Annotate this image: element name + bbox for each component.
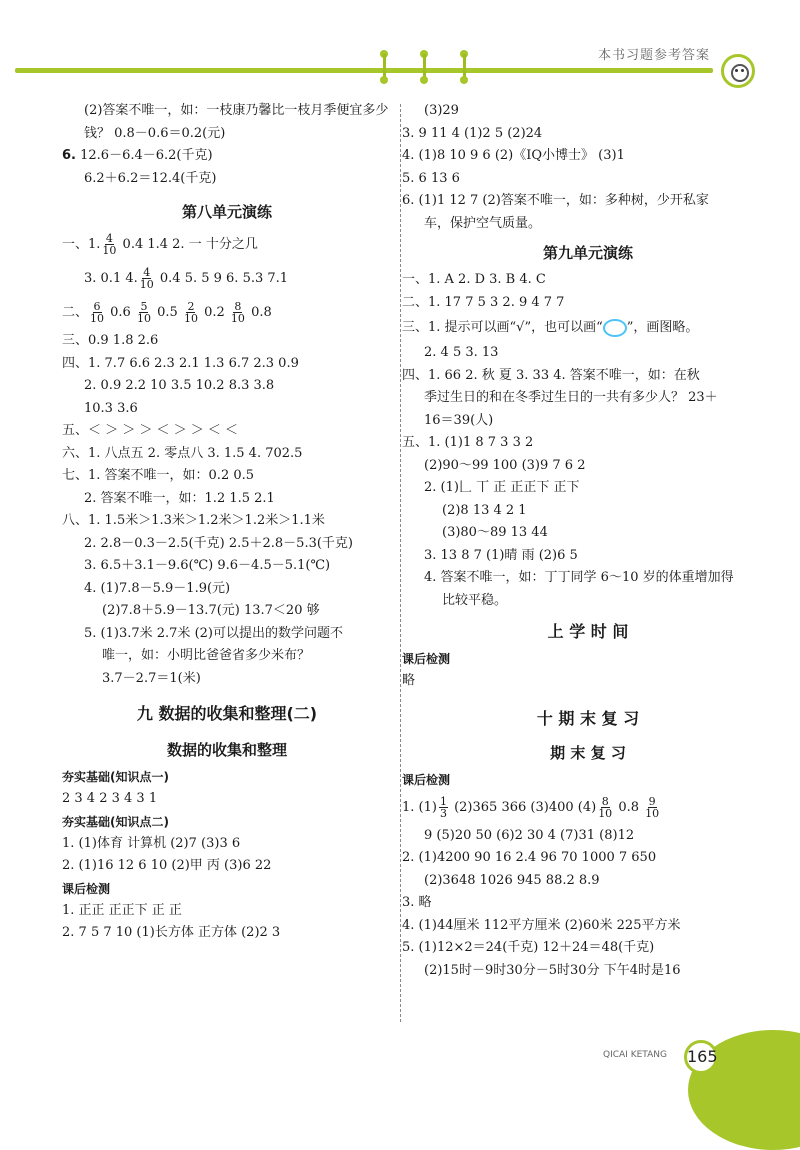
answer-line: 车，保护空气质量。	[424, 215, 542, 231]
answer-line: 季过生日的和在冬季过生日的一共有多少人？ 23＋	[424, 390, 718, 405]
answer-line: (2)15时－9时30分－5时30分 下午4时是16	[424, 962, 681, 978]
answer-line: 四、1. 7.7 6.6 2.3 2.1 1.3 6.7 2.3 0.9	[62, 355, 299, 371]
footer-brand: QICAI KETANG	[603, 1050, 667, 1060]
right-column	[402, 100, 774, 982]
section-title: 第八单元演练	[181, 203, 272, 221]
answer-line: 5. 6 13 6	[402, 170, 460, 186]
answer-line: 二、1. 17 7 5 3 2. 9 4 7 7	[402, 294, 565, 310]
answer-line: 五、＜ ＞ ＞ ＞ ＜ ＞ ＞ ＜ ＜	[62, 423, 239, 438]
answer-line: 3. 0.1 4. $\frac{4}{10}$ 0.4 5. 5 9 6. 5.3 7.1	[84, 266, 289, 291]
binder-ring-icon	[460, 50, 468, 84]
subsection-label: 课后检测	[62, 881, 111, 896]
mascot-icon	[721, 54, 755, 88]
answer-line: 3. 略	[402, 895, 432, 910]
answer-line: 2. (1)𠃊 丅 正 正正下 正下	[424, 480, 580, 495]
section-title: 数据的收集和整理	[166, 741, 287, 759]
answer-line: 一、1. $\frac{4}{10}$ 0.4 1.4 2. 一 十分之几	[62, 232, 258, 257]
answer-line: (2)7.8＋5.9－13.7(元) 13.7＜20 够	[102, 603, 320, 618]
answer-line: (2)90～99 100 (3)9 7 6 2	[424, 457, 586, 473]
answer-line: 16＝39(人)	[424, 412, 494, 428]
answer-line: 三、1. 提示可以画“√”，也可以画“ ”，画图略。	[402, 320, 699, 335]
left-column	[62, 100, 392, 945]
circle-icon	[603, 319, 627, 337]
answer-line: 五、1. (1)1 8 7 3 3 2	[402, 435, 534, 450]
answer-line: 3. 9 11 4 (1)2 5 (2)24	[402, 125, 543, 141]
answer-line: 5. (1)3.7米 2.7米 (2)可以提出的数学问题不	[84, 625, 343, 641]
subsection-label: 课后检测	[402, 772, 451, 787]
answer-line: 钱？ 0.8－0.6＝0.2(元)	[84, 125, 226, 141]
answer-line: 2. (1)16 12 6 10 (2)甲 丙 (3)6 22	[62, 858, 272, 873]
answer-line: 5. (1)12×2＝24(千克) 12＋24＝48(千克)	[402, 940, 655, 955]
answer-line: 9 (5)20 50 (6)2 30 4 (7)31 (8)12	[424, 827, 635, 843]
chapter-title: 九 数据的收集和整理(二)	[136, 704, 318, 723]
answer-line: 3. 13 8 7 (1)晴 雨 (2)6 5	[424, 547, 578, 563]
section-title: 第九单元演练	[542, 244, 633, 262]
answer-line: 3. 6.5＋3.1－9.6(℃) 9.6－4.5－5.1(℃)	[84, 558, 331, 573]
answer-line: 三、0.9 1.8 2.6	[62, 333, 159, 348]
answer-line: 2. 0.9 2.2 10 3.5 10.2 8.3 3.8	[84, 378, 275, 393]
section-title: 期 末 复 习	[550, 743, 626, 762]
answer-line: 七、1. 答案不唯一，如：0.2 0.5	[62, 468, 255, 483]
answer-line: 10.3 3.6	[84, 400, 138, 416]
section-title: 上 学 时 间	[547, 622, 629, 641]
answer-line: 唯一，如：小明比爸爸省多少米布？	[102, 648, 311, 663]
answer-line: 4. (1)8 10 9 6 (2)《IQ小博士》 (3)1	[402, 148, 625, 163]
answer-line: (3)80～89 13 44	[442, 525, 548, 540]
answer-line: 6.2＋6.2＝12.4(千克)	[84, 170, 217, 186]
subsection-label: 课后检测	[402, 652, 451, 666]
answer-line: 六、1. 八点五 2. 零点八 3. 1.5 4. 702.5	[62, 445, 303, 461]
answer-line: 4. 答案不唯一，如：丁丁同学 6～10 岁的体重增加得	[424, 570, 734, 585]
answer-line: 2. 4 5 3. 13	[424, 345, 499, 360]
answer-line: 1. (1) $\frac{1}{3}$ (2)365 366 (3)400 (4) $\frac{8}{10}$ 0.8 $\frac{9}{10}$	[402, 794, 660, 820]
answer-line: 6. 12.6－6.4－6.2(千克)	[62, 148, 213, 163]
answer-line: 3.7－2.7＝1(米)	[102, 670, 201, 686]
answer-line: 二、 $\frac{6}{10}$ 0.6 $\frac{5}{10}$ 0.5 $\frac{2}{10}$ 0.2 $\frac{8}{10}$ 0.8	[62, 300, 272, 325]
answer-line: 2. 7 5 7 10 (1)长方体 正方体 (2)2 3	[62, 925, 281, 940]
answer-line: 4. (1)7.8－5.9－1.9(元)	[84, 580, 231, 596]
column-divider	[400, 104, 401, 1022]
answer-line: 四、1. 66 2. 秋 夏 3. 33 4. 答案不唯一，如：在秋	[402, 367, 700, 383]
answer-line: (2)3648 1026 945 88.2 8.9	[424, 872, 600, 888]
answer-line: (2)答案不唯一，如：一枝康乃馨比一枝月季便宜多少	[84, 103, 389, 118]
answer-line: 2 3 4 2 3 4 3 1	[62, 791, 158, 806]
answer-line: 略	[402, 673, 416, 688]
answer-line: (3)29	[424, 103, 459, 118]
binder-ring-icon	[420, 50, 428, 84]
header-title: 本书习题参考答案	[598, 48, 711, 63]
subsection-label: 夯实基础(知识点一)	[62, 770, 169, 784]
answer-line: 4. (1)44厘米 112平方厘米 (2)60米 225平方米	[402, 917, 681, 933]
header-rule	[15, 68, 713, 73]
answer-line: 八、1. 1.5米＞1.3米＞1.2米＞1.2米＞1.1米	[62, 513, 325, 528]
answer-line: 2. 2.8－0.3－2.5(千克) 2.5＋2.8－5.3(千克)	[84, 535, 354, 551]
answer-line: (2)8 13 4 2 1	[442, 502, 527, 518]
answer-line: 一、1. A 2. D 3. B 4. C	[402, 272, 546, 287]
answer-line: 比较平稳。	[442, 592, 508, 608]
answer-line: 1. (1)体育 计算机 (2)7 (3)3 6	[62, 835, 241, 851]
chapter-title: 十 期 末 复 习	[536, 708, 640, 728]
answer-line: 6. (1)1 12 7 (2)答案不唯一，如：多种树，少开私家	[402, 193, 709, 208]
answer-line: 2. (1)4200 90 16 2.4 96 70 1000 7 650	[402, 850, 657, 865]
binder-ring-icon	[380, 50, 388, 84]
answer-line: 2. 答案不唯一，如：1.2 1.5 2.1	[84, 490, 275, 506]
page-number: 165	[684, 1040, 718, 1074]
subsection-label: 夯实基础(知识点二)	[62, 814, 169, 829]
answer-line: 1. 正正 正正下 正 正	[62, 902, 182, 918]
